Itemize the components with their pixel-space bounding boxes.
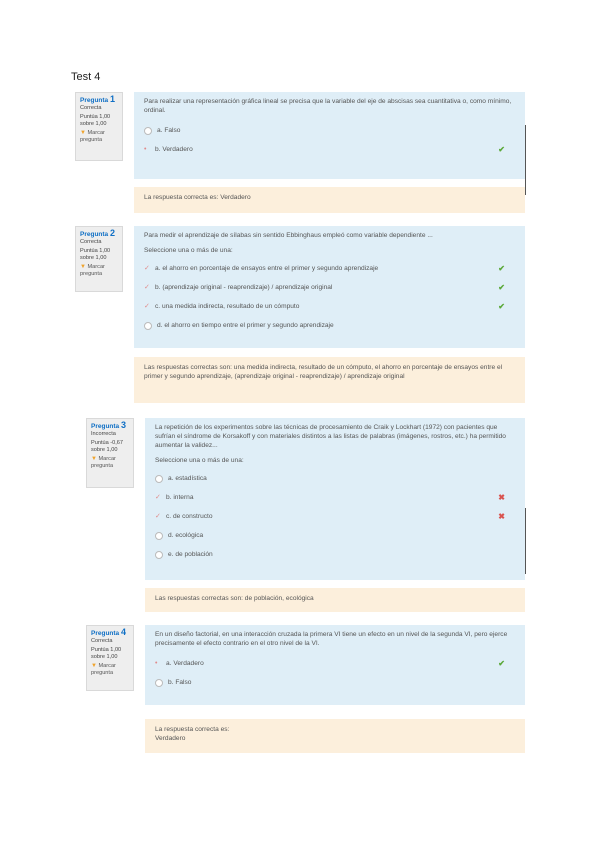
question-prompt: Seleccione una o más de una: xyxy=(155,457,244,464)
answer-option-a[interactable] xyxy=(155,469,515,488)
question-number xyxy=(80,230,119,238)
question-number xyxy=(80,96,119,104)
question-info-3 xyxy=(86,418,134,488)
option-label: d. el ahorro en tiempo entre el primer y segundo aprendizaje xyxy=(157,322,334,329)
question-number-value: 4 xyxy=(120,627,126,637)
check-icon: ✔ xyxy=(498,659,505,668)
answer-option-a[interactable] xyxy=(155,654,515,673)
flag-icon: ▼ xyxy=(91,663,97,669)
radio-button[interactable] xyxy=(144,127,152,135)
question-info-2 xyxy=(75,226,123,292)
answer-option-a[interactable] xyxy=(144,259,515,278)
question-prompt: Seleccione una o más de una: xyxy=(144,247,233,254)
answer-option-b[interactable] xyxy=(155,488,515,507)
flag-question-button[interactable] xyxy=(91,456,130,470)
question-text: Para realizar una representación gráfica lineal se precisa que la variable del eje de abscisas sea cuantitativa o, como mínimo, ordinal. xyxy=(144,98,512,114)
flag-label: Marcar pregunta xyxy=(80,264,105,277)
question-grade: Puntúa 1,00 sobre 1,00 xyxy=(80,114,111,127)
scrollbar[interactable] xyxy=(525,125,526,195)
flag-label: Marcar pregunta xyxy=(80,130,105,143)
check-icon: ✔ xyxy=(498,283,505,292)
option-label: c. de constructo xyxy=(166,513,213,520)
question-text: La repetición de los experimentos sobre las técnicas de procesamiento de Craik y Lockhart (1972) con pacientes que sufrían el síndrome de Korsakoff y con materiales distintos a las listas de palabras (imágenes, rostros, etc.) ha permitido aumentar la validez... xyxy=(155,424,506,449)
question-content-2 xyxy=(134,226,525,348)
checkbox-checked-icon[interactable]: ✓ xyxy=(155,513,161,520)
option-label: a. Falso xyxy=(157,127,181,134)
flag-label: Marcar pregunta xyxy=(91,663,116,676)
question-number-value: 2 xyxy=(109,228,115,238)
selected-icon: • xyxy=(144,146,147,153)
flag-icon: ▼ xyxy=(80,130,86,136)
option-label: b. interna xyxy=(166,494,194,501)
selected-icon: • xyxy=(155,660,158,667)
feedback-2 xyxy=(134,357,525,403)
answer-option-b[interactable] xyxy=(144,278,515,297)
cross-icon: ✖ xyxy=(498,512,505,521)
checkbox[interactable] xyxy=(144,322,152,330)
answer-option-c[interactable] xyxy=(144,297,515,316)
question-info-4 xyxy=(86,625,134,691)
feedback-3 xyxy=(145,588,525,612)
question-grade: Puntúa 1,00 sobre 1,00 xyxy=(91,647,122,660)
check-icon: ✔ xyxy=(498,302,505,311)
option-label: d. ecológica xyxy=(168,532,204,539)
question-number-value: 3 xyxy=(120,420,126,430)
checkbox-checked-icon[interactable]: ✓ xyxy=(144,265,150,272)
question-grade: Puntúa 1,00 sobre 1,00 xyxy=(80,248,111,261)
answer-option-a[interactable] xyxy=(144,121,515,140)
feedback-text: La respuesta correcta es: Verdadero xyxy=(144,194,251,201)
question-text: En un diseño factorial, en una interacción cruzada la primera VI tiene un efecto en un nivel de la segunda VI, pero ejerce precisamente el efecto contrario en el otro nivel de la VI. xyxy=(155,631,508,647)
option-label: a. Verdadero xyxy=(166,660,204,667)
flag-question-button[interactable] xyxy=(80,264,119,278)
question-info-1 xyxy=(75,92,123,161)
feedback-1 xyxy=(134,187,525,213)
answer-option-b[interactable] xyxy=(155,673,515,692)
cross-icon: ✖ xyxy=(498,493,505,502)
answer-option-c[interactable] xyxy=(155,507,515,526)
feedback-text: Las respuestas correctas son: de población, ecológica xyxy=(155,595,314,602)
checkbox[interactable] xyxy=(155,475,163,483)
checkbox-checked-icon[interactable]: ✓ xyxy=(144,303,150,310)
feedback-answer: Verdadero xyxy=(155,735,186,742)
option-label: c. una medida indirecta, resultado de un cómputo xyxy=(155,303,300,310)
question-content-4 xyxy=(145,625,525,705)
question-state: Correcta xyxy=(91,638,113,644)
answer-option-d[interactable] xyxy=(144,316,515,335)
question-state: Correcta xyxy=(80,105,102,111)
question-label: Pregunta xyxy=(80,231,109,238)
feedback-4 xyxy=(145,719,525,753)
question-label: Pregunta xyxy=(91,423,120,430)
question-state: Correcta xyxy=(80,239,102,245)
checkbox-checked-icon[interactable]: ✓ xyxy=(155,494,161,501)
option-label: b. Verdadero xyxy=(155,146,193,153)
checkbox[interactable] xyxy=(155,551,163,559)
page-title: Test 4 xyxy=(71,71,101,83)
option-label: e. de población xyxy=(168,551,213,558)
option-label: a. estadística xyxy=(168,475,207,482)
question-number-value: 1 xyxy=(109,94,115,104)
check-icon: ✔ xyxy=(498,264,505,273)
answer-option-b[interactable] xyxy=(144,140,515,159)
flag-question-button[interactable] xyxy=(91,663,130,677)
option-label: a. el ahorro en porcentaje de ensayos entre el primer y segundo aprendizaje xyxy=(155,265,379,272)
question-number xyxy=(91,422,130,430)
answer-option-d[interactable] xyxy=(155,526,515,545)
feedback-text: La respuesta correcta es: xyxy=(155,726,230,733)
question-content-3 xyxy=(145,418,525,580)
question-state: Incorrecta xyxy=(91,431,116,437)
radio-button[interactable] xyxy=(155,679,163,687)
flag-icon: ▼ xyxy=(80,264,86,270)
question-text: Para medir el aprendizaje de sílabas sin sentido Ebbinghaus empleó como variable dependiente ... xyxy=(144,232,433,239)
question-content-1 xyxy=(134,92,525,179)
option-label: b. Falso xyxy=(168,679,192,686)
flag-question-button[interactable] xyxy=(80,130,119,144)
checkbox[interactable] xyxy=(155,532,163,540)
option-label: b. (aprendizaje original - reaprendizaje) / aprendizaje original xyxy=(155,284,333,291)
check-icon: ✔ xyxy=(498,145,505,154)
question-label: Pregunta xyxy=(80,97,109,104)
question-label: Pregunta xyxy=(91,630,120,637)
flag-label: Marcar pregunta xyxy=(91,456,116,469)
feedback-text: Las respuestas correctas son: una medida indirecta, resultado de un cómputo, el ahorro en porcentaje de ensayos entre el primer y segundo aprendizaje, (aprendizaje original - reaprendizaje) / aprendizaje original xyxy=(144,364,503,380)
checkbox-checked-icon[interactable]: ✓ xyxy=(144,284,150,291)
question-number xyxy=(91,629,130,637)
answer-option-e[interactable] xyxy=(155,545,515,564)
flag-icon: ▼ xyxy=(91,456,97,462)
scrollbar[interactable] xyxy=(525,508,526,574)
question-grade: Puntúa -0,67 sobre 1,00 xyxy=(91,440,124,453)
